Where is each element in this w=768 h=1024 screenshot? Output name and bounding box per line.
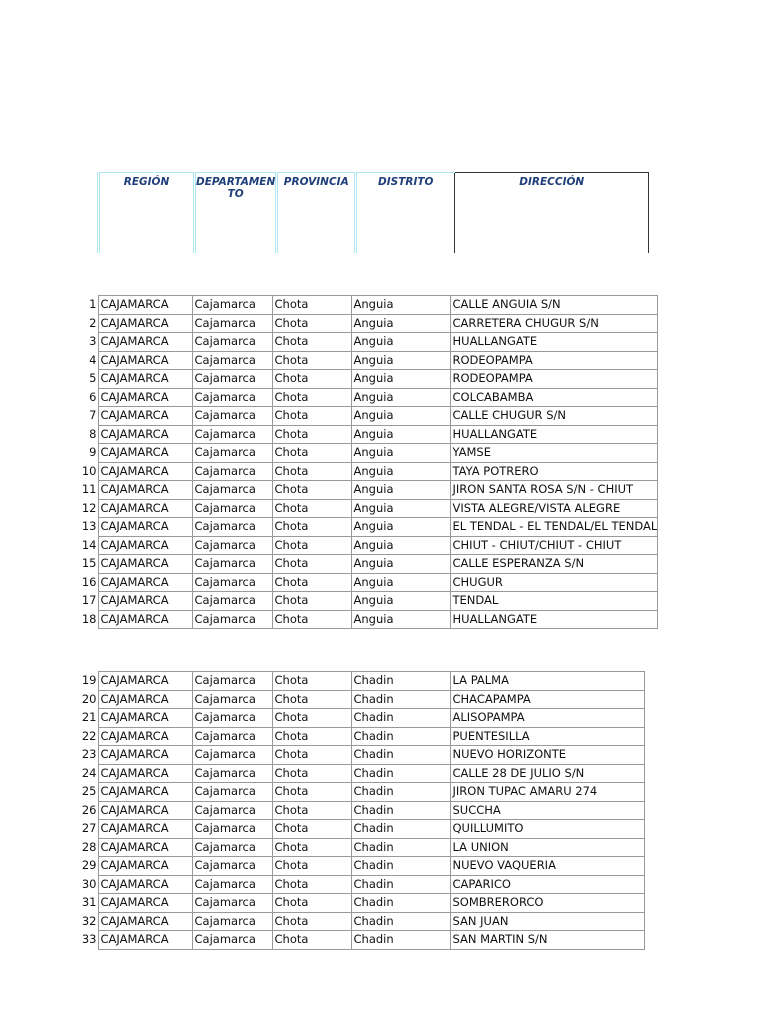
row-number: 31: [81, 895, 97, 910]
table-row: [76, 536, 658, 555]
cell-provincia: Chota: [272, 518, 351, 537]
cell-departamento: Cajamarca: [192, 351, 272, 370]
cell-region: CAJAMARCA: [98, 425, 192, 444]
cell-provincia: Chota: [272, 592, 351, 611]
cell-provincia: Chota: [272, 314, 351, 333]
cell-direccion: CALLE 28 DE JULIO S/N: [450, 764, 644, 783]
header-region: REGIÓN: [99, 173, 195, 254]
cell-distrito: Anguia: [351, 314, 450, 333]
cell-departamento: Cajamarca: [192, 444, 272, 463]
cell-provincia: Chota: [272, 444, 351, 463]
row-number: 17: [81, 593, 97, 608]
header-provincia: PROVINCIA: [277, 173, 356, 254]
table-row: [76, 425, 658, 444]
cell-region: CAJAMARCA: [98, 573, 192, 592]
row-number: 14: [81, 537, 97, 552]
cell-region: CAJAMARCA: [98, 820, 192, 839]
cell-region: CAJAMARCA: [98, 838, 192, 857]
cell-direccion: ALISOPAMPA: [450, 709, 644, 728]
cell-direccion: JIRON SANTA ROSA S/N - CHIUT: [450, 481, 658, 500]
cell-region: CAJAMARCA: [98, 857, 192, 876]
row-number: 19: [81, 673, 97, 688]
cell-departamento: Cajamarca: [192, 407, 272, 426]
table-row: [76, 351, 658, 370]
table-row: [76, 672, 644, 691]
cell-region: CAJAMARCA: [98, 536, 192, 555]
cell-region: CAJAMARCA: [98, 931, 192, 950]
row-number: 8: [89, 426, 97, 441]
cell-direccion: RODEOPAMPA: [450, 370, 658, 389]
cell-distrito: Anguia: [351, 518, 450, 537]
cell-direccion: CALLE ESPERANZA S/N: [450, 555, 658, 574]
cell-distrito: Anguia: [351, 370, 450, 389]
cell-provincia: Chota: [272, 801, 351, 820]
cell-provincia: Chota: [272, 727, 351, 746]
cell-distrito: Chadin: [351, 764, 450, 783]
table-row: [76, 314, 658, 333]
cell-distrito: Anguia: [351, 462, 450, 481]
cell-departamento: Cajamarca: [192, 783, 272, 802]
header-departamento: DEPARTAMEN TO: [195, 173, 277, 254]
cell-distrito: Chadin: [351, 912, 450, 931]
table-row: [76, 370, 658, 389]
cell-region: CAJAMARCA: [98, 518, 192, 537]
cell-distrito: Anguia: [351, 573, 450, 592]
cell-region: CAJAMARCA: [98, 499, 192, 518]
cell-departamento: Cajamarca: [192, 481, 272, 500]
cell-direccion: HUALLANGATE: [450, 333, 658, 352]
table-row: [76, 709, 644, 728]
cell-distrito: Chadin: [351, 801, 450, 820]
row-number: 13: [81, 519, 97, 534]
cell-departamento: Cajamarca: [192, 610, 272, 629]
cell-direccion: VISTA ALEGRE/VISTA ALEGRE: [450, 499, 658, 518]
cell-direccion: NUEVO HORIZONTE: [450, 746, 644, 765]
cell-distrito: Chadin: [351, 894, 450, 913]
row-number: 1: [89, 297, 97, 312]
row-number: 12: [81, 500, 97, 515]
cell-distrito: Anguia: [351, 444, 450, 463]
row-number: 7: [89, 408, 97, 423]
cell-region: CAJAMARCA: [98, 462, 192, 481]
data-table-anguia: [76, 295, 658, 629]
table-row: [76, 857, 644, 876]
cell-distrito: Chadin: [351, 709, 450, 728]
table-row: [76, 875, 644, 894]
cell-departamento: Cajamarca: [192, 370, 272, 389]
row-number: 28: [81, 839, 97, 854]
table-row: [76, 592, 658, 611]
cell-departamento: Cajamarca: [192, 931, 272, 950]
data-table-chadin: [76, 671, 645, 950]
cell-direccion: CALLE ANGUIA S/N: [450, 296, 658, 315]
row-number: 2: [89, 315, 97, 330]
cell-distrito: Anguia: [351, 296, 450, 315]
row-number: 4: [89, 352, 97, 367]
cell-provincia: Chota: [272, 610, 351, 629]
cell-direccion: CHACAPAMPA: [450, 690, 644, 709]
header-distrito: DISTRITO: [356, 173, 455, 254]
table-row: [76, 296, 658, 315]
cell-provincia: Chota: [272, 388, 351, 407]
cell-region: CAJAMARCA: [98, 610, 192, 629]
row-number: 33: [81, 932, 97, 947]
cell-departamento: Cajamarca: [192, 820, 272, 839]
cell-departamento: Cajamarca: [192, 875, 272, 894]
cell-region: CAJAMARCA: [98, 709, 192, 728]
cell-direccion: CALLE CHUGUR S/N: [450, 407, 658, 426]
table-row: [76, 894, 644, 913]
cell-departamento: Cajamarca: [192, 536, 272, 555]
cell-provincia: Chota: [272, 672, 351, 691]
row-number: 25: [81, 784, 97, 799]
row-number: 16: [81, 574, 97, 589]
cell-provincia: Chota: [272, 690, 351, 709]
cell-provincia: Chota: [272, 931, 351, 950]
cell-direccion: SUCCHA: [450, 801, 644, 820]
cell-distrito: Anguia: [351, 333, 450, 352]
cell-provincia: Chota: [272, 462, 351, 481]
table-row: [76, 931, 644, 950]
cell-provincia: Chota: [272, 573, 351, 592]
cell-distrito: Chadin: [351, 783, 450, 802]
cell-departamento: Cajamarca: [192, 555, 272, 574]
table-row: [76, 764, 644, 783]
header-direccion: DIRECCIÓN: [455, 173, 649, 254]
cell-direccion: LA PALMA: [450, 672, 644, 691]
cell-region: CAJAMARCA: [98, 296, 192, 315]
cell-distrito: Anguia: [351, 592, 450, 611]
cell-provincia: Chota: [272, 857, 351, 876]
cell-departamento: Cajamarca: [192, 672, 272, 691]
cell-distrito: Anguia: [351, 425, 450, 444]
row-number: 9: [89, 445, 97, 460]
table-row: [76, 499, 658, 518]
cell-direccion: PUENTESILLA: [450, 727, 644, 746]
cell-region: CAJAMARCA: [98, 727, 192, 746]
cell-departamento: Cajamarca: [192, 573, 272, 592]
cell-region: CAJAMARCA: [98, 746, 192, 765]
table-row: [76, 727, 644, 746]
column-header-table: [97, 172, 649, 253]
row-number: 30: [81, 876, 97, 891]
table-row: [76, 801, 644, 820]
cell-distrito: Anguia: [351, 351, 450, 370]
cell-provincia: Chota: [272, 499, 351, 518]
row-number: 24: [81, 765, 97, 780]
cell-direccion: EL TENDAL - EL TENDAL/EL TENDAL: [450, 518, 658, 537]
row-number: 11: [81, 482, 97, 497]
cell-distrito: Anguia: [351, 407, 450, 426]
table-row: [76, 333, 658, 352]
cell-direccion: TENDAL: [450, 592, 658, 611]
row-number: 3: [89, 334, 97, 349]
cell-distrito: Chadin: [351, 875, 450, 894]
cell-region: CAJAMARCA: [98, 314, 192, 333]
cell-departamento: Cajamarca: [192, 838, 272, 857]
cell-region: CAJAMARCA: [98, 351, 192, 370]
row-number: 5: [89, 371, 97, 386]
table-row: [76, 407, 658, 426]
cell-distrito: Anguia: [351, 481, 450, 500]
cell-departamento: Cajamarca: [192, 314, 272, 333]
cell-provincia: Chota: [272, 351, 351, 370]
cell-distrito: Chadin: [351, 690, 450, 709]
cell-distrito: Anguia: [351, 536, 450, 555]
row-number: 20: [81, 691, 97, 706]
row-number: 6: [89, 389, 97, 404]
cell-region: CAJAMARCA: [98, 875, 192, 894]
table-row: [76, 838, 644, 857]
cell-departamento: Cajamarca: [192, 333, 272, 352]
cell-departamento: Cajamarca: [192, 388, 272, 407]
row-number: 23: [81, 747, 97, 762]
cell-provincia: Chota: [272, 296, 351, 315]
cell-direccion: TAYA POTRERO: [450, 462, 658, 481]
cell-provincia: Chota: [272, 746, 351, 765]
cell-departamento: Cajamarca: [192, 857, 272, 876]
cell-distrito: Chadin: [351, 838, 450, 857]
cell-departamento: Cajamarca: [192, 592, 272, 611]
cell-direccion: CARRETERA CHUGUR S/N: [450, 314, 658, 333]
row-number: 21: [81, 710, 97, 725]
cell-direccion: LA UNION: [450, 838, 644, 857]
cell-direccion: COLCABAMBA: [450, 388, 658, 407]
cell-departamento: Cajamarca: [192, 746, 272, 765]
cell-region: CAJAMARCA: [98, 333, 192, 352]
table-row: [76, 555, 658, 574]
cell-region: CAJAMARCA: [98, 555, 192, 574]
cell-region: CAJAMARCA: [98, 801, 192, 820]
cell-provincia: Chota: [272, 425, 351, 444]
table-row: [76, 388, 658, 407]
cell-departamento: Cajamarca: [192, 912, 272, 931]
cell-departamento: Cajamarca: [192, 801, 272, 820]
row-number: 18: [81, 611, 97, 626]
cell-distrito: Anguia: [351, 610, 450, 629]
cell-provincia: Chota: [272, 555, 351, 574]
cell-direccion: SAN MARTIN S/N: [450, 931, 644, 950]
cell-provincia: Chota: [272, 912, 351, 931]
cell-departamento: Cajamarca: [192, 462, 272, 481]
cell-departamento: Cajamarca: [192, 518, 272, 537]
cell-direccion: HUALLANGATE: [450, 425, 658, 444]
row-number: 15: [81, 556, 97, 571]
cell-provincia: Chota: [272, 370, 351, 389]
cell-provincia: Chota: [272, 333, 351, 352]
cell-region: CAJAMARCA: [98, 407, 192, 426]
cell-provincia: Chota: [272, 838, 351, 857]
cell-region: CAJAMARCA: [98, 388, 192, 407]
cell-departamento: Cajamarca: [192, 709, 272, 728]
table-row: [76, 746, 644, 765]
table-row: [76, 518, 658, 537]
cell-region: CAJAMARCA: [98, 444, 192, 463]
cell-distrito: Chadin: [351, 931, 450, 950]
cell-distrito: Chadin: [351, 672, 450, 691]
cell-provincia: Chota: [272, 820, 351, 839]
cell-region: CAJAMARCA: [98, 894, 192, 913]
cell-direccion: JIRON TUPAC AMARU 274: [450, 783, 644, 802]
row-number: 26: [81, 802, 97, 817]
cell-region: CAJAMARCA: [98, 690, 192, 709]
cell-departamento: Cajamarca: [192, 499, 272, 518]
table-row: [76, 462, 658, 481]
cell-direccion: CHUGUR: [450, 573, 658, 592]
table-row: [76, 912, 644, 931]
cell-region: CAJAMARCA: [98, 764, 192, 783]
cell-direccion: RODEOPAMPA: [450, 351, 658, 370]
table-row: [76, 610, 658, 629]
table-row: [76, 481, 658, 500]
cell-region: CAJAMARCA: [98, 783, 192, 802]
row-number: 27: [81, 821, 97, 836]
cell-region: CAJAMARCA: [98, 592, 192, 611]
cell-distrito: Anguia: [351, 499, 450, 518]
cell-direccion: QUILLUMITO: [450, 820, 644, 839]
table-row: [76, 783, 644, 802]
row-number: 32: [81, 913, 97, 928]
cell-direccion: SAN JUAN: [450, 912, 644, 931]
cell-departamento: Cajamarca: [192, 425, 272, 444]
cell-departamento: Cajamarca: [192, 727, 272, 746]
cell-direccion: CAPARICO: [450, 875, 644, 894]
cell-provincia: Chota: [272, 709, 351, 728]
cell-provincia: Chota: [272, 894, 351, 913]
cell-region: CAJAMARCA: [98, 481, 192, 500]
row-number: 22: [81, 728, 97, 743]
cell-direccion: NUEVO VAQUERIA: [450, 857, 644, 876]
cell-provincia: Chota: [272, 481, 351, 500]
row-number: 10: [81, 463, 97, 478]
table-row: [76, 444, 658, 463]
cell-provincia: Chota: [272, 875, 351, 894]
cell-provincia: Chota: [272, 536, 351, 555]
cell-provincia: Chota: [272, 764, 351, 783]
table-row: [76, 573, 658, 592]
cell-distrito: Chadin: [351, 820, 450, 839]
cell-region: CAJAMARCA: [98, 370, 192, 389]
table-row: [76, 690, 644, 709]
cell-distrito: Chadin: [351, 857, 450, 876]
cell-distrito: Anguia: [351, 555, 450, 574]
cell-region: CAJAMARCA: [98, 912, 192, 931]
cell-distrito: Chadin: [351, 746, 450, 765]
cell-provincia: Chota: [272, 407, 351, 426]
row-number: 29: [81, 858, 97, 873]
table-row: [76, 820, 644, 839]
cell-region: CAJAMARCA: [98, 672, 192, 691]
cell-departamento: Cajamarca: [192, 894, 272, 913]
cell-departamento: Cajamarca: [192, 296, 272, 315]
cell-distrito: Chadin: [351, 727, 450, 746]
cell-departamento: Cajamarca: [192, 690, 272, 709]
cell-direccion: SOMBRERORCO: [450, 894, 644, 913]
cell-provincia: Chota: [272, 783, 351, 802]
cell-distrito: Anguia: [351, 388, 450, 407]
cell-direccion: CHIUT - CHIUT/CHIUT - CHIUT: [450, 536, 658, 555]
cell-direccion: HUALLANGATE: [450, 610, 658, 629]
cell-departamento: Cajamarca: [192, 764, 272, 783]
header-row: [99, 173, 649, 254]
cell-direccion: YAMSE: [450, 444, 658, 463]
